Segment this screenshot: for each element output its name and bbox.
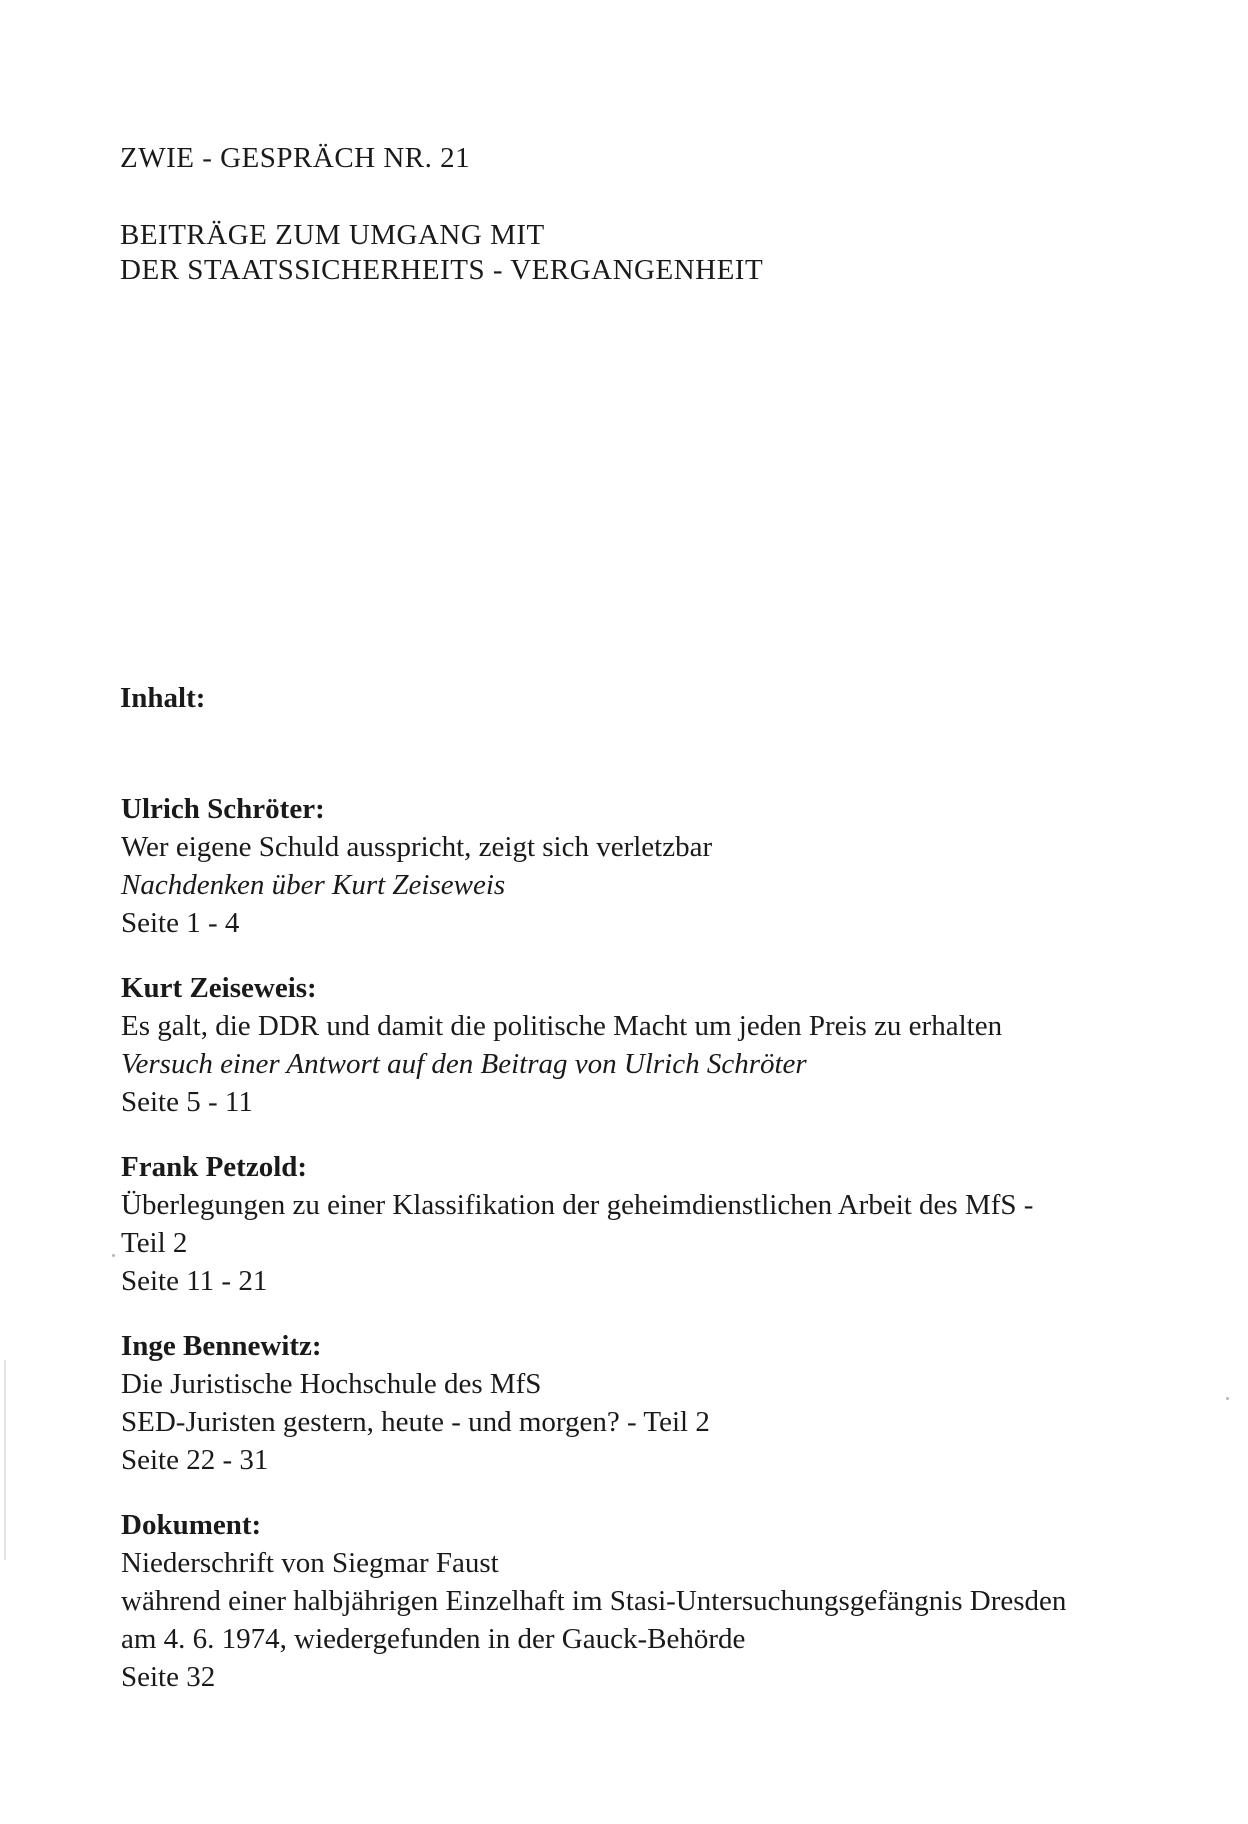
entry-pages: Seite 1 - 4 xyxy=(121,907,240,939)
entry-author: Ulrich Schröter: xyxy=(121,793,325,825)
contents-entry xyxy=(121,969,1181,1121)
entry-title: Wer eigene Schuld ausspricht, zeigt sich verletzbar xyxy=(121,831,713,863)
contents-entry xyxy=(121,790,1181,942)
entry-pages: Seite 32 xyxy=(121,1661,216,1693)
entry-title: Überlegungen zu einer Klassifikation der geheimdienstlichen Arbeit des MfS - xyxy=(121,1189,1034,1221)
entry-pages: Seite 5 - 11 xyxy=(121,1086,253,1118)
entry-title: Es galt, die DDR und damit die politische Macht um jeden Preis zu erhalten xyxy=(121,1010,1003,1042)
entry-pages: Seite 11 - 21 xyxy=(121,1265,268,1297)
contents-entry xyxy=(121,1506,1181,1696)
entry-pages: Seite 22 - 31 xyxy=(121,1444,269,1476)
contents-entry xyxy=(121,1327,1181,1479)
document-subtitle-line-2: DER STAATSSICHERHEITS - VERGANGENHEIT xyxy=(120,254,764,286)
entry-subtitle: Versuch einer Antwort auf den Beitrag von Ulrich Schröter xyxy=(121,1048,807,1080)
scan-margin-mark xyxy=(4,1360,6,1560)
entry-title-continued: Teil 2 xyxy=(121,1227,188,1259)
entry-author: Frank Petzold: xyxy=(121,1151,308,1183)
contents-list xyxy=(121,790,1181,1723)
entry-author: Dokument: xyxy=(121,1509,262,1541)
entry-title-continued: SED-Juristen gestern, heute - und morgen? - Teil 2 xyxy=(121,1406,710,1438)
contents-entry xyxy=(121,1148,1181,1300)
entry-subtitle: Nachdenken über Kurt Zeiseweis xyxy=(121,869,506,901)
entry-title-continued: am 4. 6. 1974, wiedergefunden in der Gauck-Behörde xyxy=(121,1623,746,1655)
contents-heading: Inhalt: xyxy=(120,682,206,714)
entry-author: Inge Bennewitz: xyxy=(121,1330,322,1362)
document-subtitle-line-1: BEITRÄGE ZUM UMGANG MIT xyxy=(120,219,545,251)
entry-title-continued: während einer halbjährigen Einzelhaft im Stasi-Untersuchungsgefängnis Dresden xyxy=(121,1585,1067,1617)
entry-title: Niederschrift von Siegmar Faust xyxy=(121,1547,499,1579)
scan-speck xyxy=(1226,1397,1229,1400)
series-title: ZWIE - GESPRÄCH NR. 21 xyxy=(120,142,471,174)
entry-author: Kurt Zeiseweis: xyxy=(121,972,317,1004)
scan-speck xyxy=(112,1254,115,1257)
entry-title: Die Juristische Hochschule des MfS xyxy=(121,1368,542,1400)
